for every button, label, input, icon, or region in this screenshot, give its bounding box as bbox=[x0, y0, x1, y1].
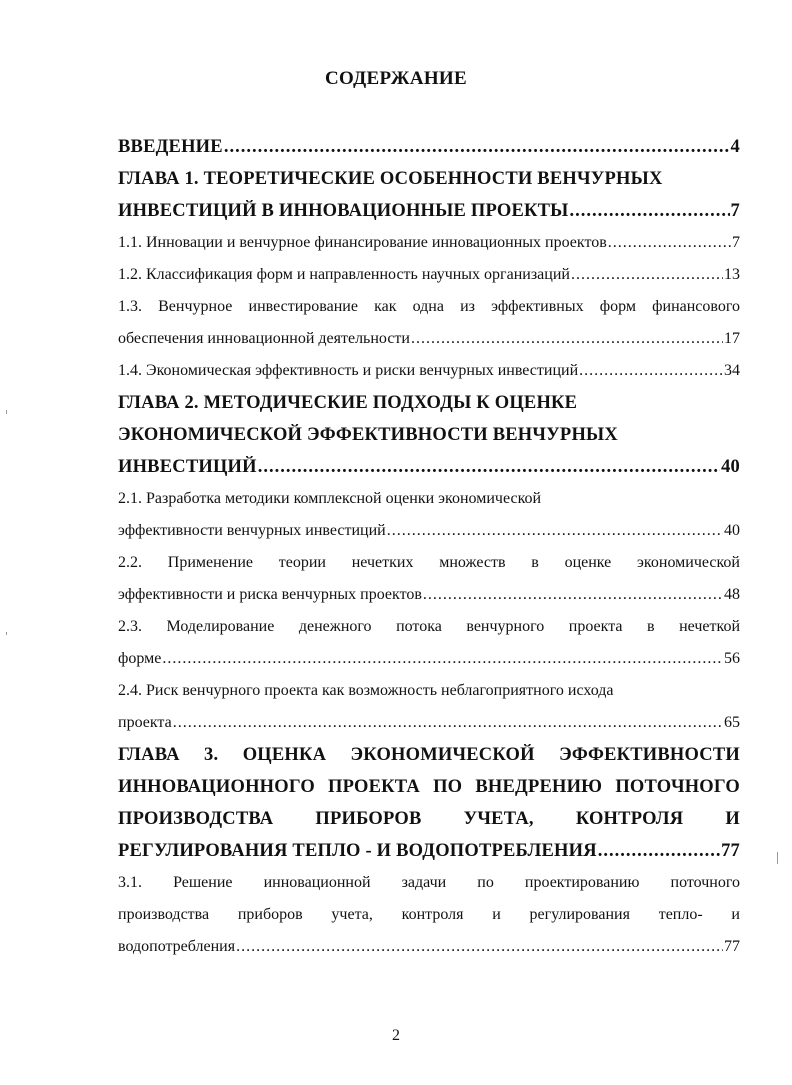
toc-page-number: 77 bbox=[721, 841, 740, 861]
toc-entry-text: РЕГУЛИРОВАНИЯ ТЕПЛО - И ВОДОПОТРЕБЛЕНИЯ bbox=[118, 841, 597, 861]
dot-leader bbox=[224, 136, 730, 158]
toc-entry-1-3-line-1: 1.3. Венчурное инвестирование как одна из эффективных форм финансового bbox=[118, 298, 740, 315]
dot-leader bbox=[173, 712, 723, 734]
dot-leader bbox=[236, 936, 723, 958]
toc-page-number: 34 bbox=[724, 362, 740, 379]
dot-leader bbox=[411, 328, 723, 350]
toc-page-number: 56 bbox=[724, 650, 740, 667]
dot-leader bbox=[571, 264, 723, 286]
toc-entry-chapter-1-line-1: ГЛАВА 1. ТЕОРЕТИЧЕСКИЕ ОСОБЕННОСТИ ВЕНЧУРНЫХ bbox=[118, 169, 663, 189]
toc-entry-text: ВВЕДЕНИЕ bbox=[118, 137, 223, 157]
scan-artifact bbox=[777, 852, 778, 864]
scan-artifact bbox=[6, 410, 7, 414]
toc-entry-2-2-line-2 bbox=[118, 584, 740, 606]
toc-entry-3-1-line-2: производства приборов учета, контроля и регулирования тепло- и bbox=[118, 906, 740, 923]
dot-leader bbox=[579, 360, 723, 382]
dot-leader bbox=[423, 584, 723, 606]
dot-leader bbox=[608, 232, 731, 254]
toc-page-number: 40 bbox=[721, 457, 740, 477]
toc-page-number: 13 bbox=[724, 266, 740, 283]
toc-page-number: 65 bbox=[724, 714, 740, 731]
toc-entry-2-3-line-2 bbox=[118, 648, 740, 670]
toc-entry-chapter-1-line-2 bbox=[118, 200, 740, 222]
dot-leader bbox=[162, 648, 723, 670]
page-title: СОДЕРЖАНИЕ bbox=[325, 68, 467, 89]
toc-page-number: 7 bbox=[732, 234, 740, 251]
toc-page-number: 48 bbox=[724, 586, 740, 603]
dot-leader bbox=[387, 520, 723, 542]
toc-entry-chapter-3-line-4 bbox=[118, 840, 740, 862]
toc-entry-2-3-line-1: 2.3. Моделирование денежного потока венчурного проекта в нечеткой bbox=[118, 618, 740, 635]
toc-entry-chapter-3-line-2: ИННОВАЦИОННОГО ПРОЕКТА ПО ВНЕДРЕНИЮ ПОТОЧНОГО bbox=[118, 777, 740, 797]
toc-entry-3-1-line-3 bbox=[118, 936, 740, 958]
toc-entry-text: 1.2. Классификация форм и направленность научных организаций bbox=[118, 266, 570, 283]
toc-entry-2-4-line-1: 2.4. Риск венчурного проекта как возможность неблагоприятного исхода bbox=[118, 682, 614, 699]
toc-page-number: 7 bbox=[730, 201, 740, 221]
toc-entry-text: обеспечения инновационной деятельности bbox=[118, 330, 410, 347]
toc-page-number: 17 bbox=[724, 330, 740, 347]
dot-leader bbox=[598, 840, 720, 862]
dot-leader bbox=[570, 200, 730, 222]
toc-entry-text: ИНВЕСТИЦИЙ В ИННОВАЦИОННЫЕ ПРОЕКТЫ bbox=[118, 201, 569, 221]
toc-entry-text: 1.4. Экономическая эффективность и риски венчурных инвестиций bbox=[118, 362, 579, 379]
toc-entry-chapter-2-line-3 bbox=[118, 456, 740, 478]
toc-entry-introduction bbox=[118, 136, 740, 158]
toc-entry-chapter-2-line-2: ЭКОНОМИЧЕСКОЙ ЭФФЕКТИВНОСТИ ВЕНЧУРНЫХ bbox=[118, 425, 618, 445]
toc-page-number: 4 bbox=[730, 137, 740, 157]
scan-artifact bbox=[6, 632, 7, 635]
toc-entry-1-3-line-2 bbox=[118, 328, 740, 350]
toc-page-number: 77 bbox=[724, 938, 740, 955]
toc-entry-text: эффективности и риска венчурных проектов bbox=[118, 586, 422, 603]
toc-entry-text: 1.1. Инновации и венчурное финансирование инновационных проектов bbox=[118, 234, 607, 251]
toc-entry-text: проекта bbox=[118, 714, 172, 731]
toc-page-number: 40 bbox=[724, 522, 740, 539]
toc-entry-2-1-line-1: 2.1. Разработка методики комплексной оценки экономической bbox=[118, 490, 542, 507]
toc-entry-text: эффективности венчурных инвестиций bbox=[118, 522, 386, 539]
toc-entry-2-2-line-1: 2.2. Применение теории нечетких множеств в оценке экономической bbox=[118, 554, 740, 571]
toc-entry-2-1-line-2 bbox=[118, 520, 740, 542]
toc-entry-1-4 bbox=[118, 360, 740, 382]
page-number: 2 bbox=[392, 1027, 400, 1044]
toc-entry-chapter-3-line-3: ПРОИЗВОДСТВА ПРИБОРОВ УЧЕТА, КОНТРОЛЯ И bbox=[118, 809, 740, 829]
toc-entry-chapter-3-line-1: ГЛАВА 3. ОЦЕНКА ЭКОНОМИЧЕСКОЙ ЭФФЕКТИВНОСТИ bbox=[118, 745, 740, 765]
toc-entry-1-1 bbox=[118, 232, 740, 254]
toc-entry-chapter-2-line-1: ГЛАВА 2. МЕТОДИЧЕСКИЕ ПОДХОДЫ К ОЦЕНКЕ bbox=[118, 393, 578, 413]
dot-leader bbox=[258, 456, 720, 478]
toc-entry-text: ИНВЕСТИЦИЙ bbox=[118, 457, 257, 477]
toc-entry-2-4-line-2 bbox=[118, 712, 740, 734]
toc-entry-1-2 bbox=[118, 264, 740, 286]
toc-entry-text: форме bbox=[118, 650, 162, 667]
toc-entry-3-1-line-1: 3.1. Решение инновационной задачи по проектированию поточного bbox=[118, 874, 740, 891]
toc-entry-text: водопотребления bbox=[118, 938, 236, 955]
